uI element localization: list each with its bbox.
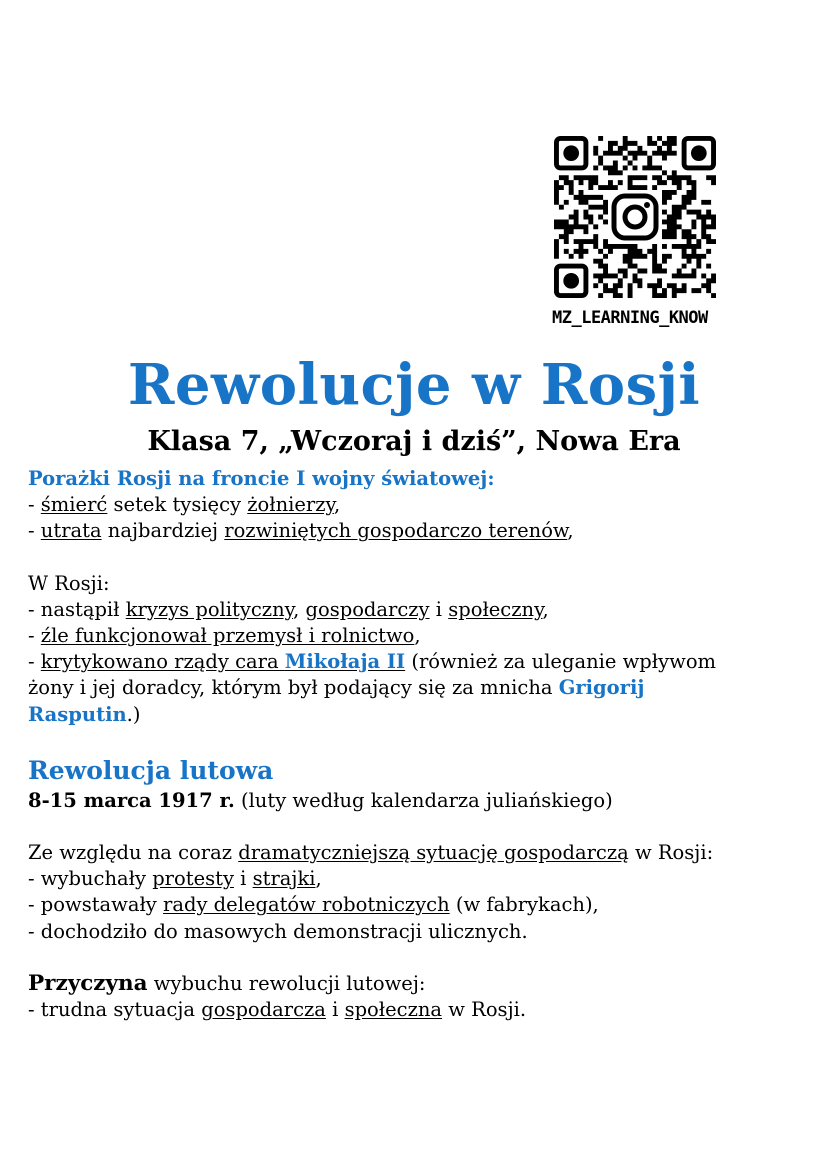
document-body — [28, 466, 808, 1023]
list-item: - krytykowano rządy cara Mikołaja II (również za uleganie wpływom — [28, 650, 717, 674]
page-subtitle: Klasa 7, „Wczoraj i dziś”, Nowa Era — [147, 426, 681, 457]
section-heading-february-revolution: Rewolucja lutowa — [28, 755, 274, 785]
list-item: - dochodziło do masowych demonstracji ulicznych. — [28, 919, 528, 943]
list-item: - trudna sytuacja gospodarcza i społeczna w Rosji. — [28, 998, 527, 1022]
list-item-continued: żony i jej doradcy, którym był podający się za mnicha Grigorij — [28, 676, 645, 700]
qr-finder-pattern — [556, 266, 585, 295]
paragraph-intro: Ze względu na coraz dramatyczniejszą sytuację gospodarczą w Rosji: — [28, 841, 714, 865]
page-title: Rewolucje w Rosji — [127, 352, 701, 418]
instagram-icon — [608, 190, 662, 244]
qr-finder-pattern — [556, 138, 585, 167]
cause-line: Przyczyna wybuchu rewolucji lutowej: — [28, 970, 426, 996]
list-item: - utrata najbardziej rozwiniętych gospodarczo terenów, — [28, 519, 574, 543]
list-item-continued: Rasputin.) — [28, 702, 141, 726]
qr-code-block — [552, 136, 718, 328]
date-line: 8-15 marca 1917 r. (luty według kalendarza juliańskiego) — [28, 788, 613, 812]
list-item: - źle funkcjonował przemysł i rolnictwo, — [28, 624, 421, 648]
list-item: - wybuchały protesty i strajki, — [28, 867, 322, 891]
list-item: - nastąpił kryzys polityczny, gospodarczy i społeczny, — [28, 597, 549, 621]
list-item: - śmierć setek tysięcy żołnierzy, — [28, 493, 341, 517]
qr-finder-pattern — [684, 138, 713, 167]
section-heading-defeats: Porażki Rosji na froncie I wojny światowej: — [28, 467, 495, 490]
paragraph-intro: W Rosji: — [28, 571, 110, 595]
qr-code-image — [554, 136, 716, 298]
instagram-handle: MZ_LEARNING_KNOW — [552, 308, 708, 328]
list-item: - powstawały rady delegatów robotniczych (w fabrykach), — [28, 893, 599, 917]
